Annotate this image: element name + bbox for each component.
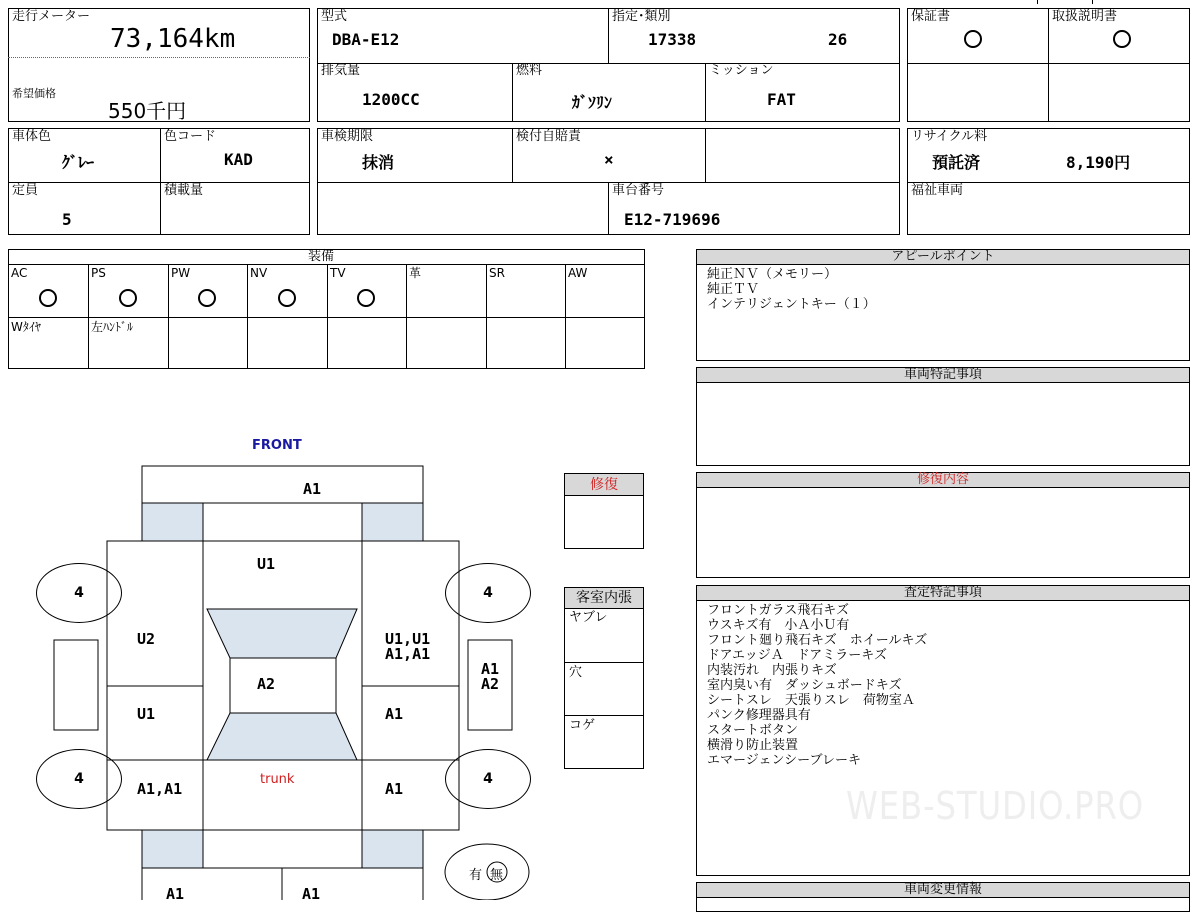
insurance-label: 検付自賠責 bbox=[516, 129, 582, 144]
interior-item-tear: ヤブレ bbox=[569, 610, 608, 625]
watermark: WEB-STUDIO.PRO bbox=[846, 784, 1145, 828]
interior-title: 客室内張 bbox=[565, 588, 643, 609]
doc-vline bbox=[1048, 8, 1049, 122]
assessment-line: ドアエッジＡ ドアミラーキズ bbox=[707, 648, 888, 663]
chassis-label: 車台番号 bbox=[612, 183, 665, 198]
repair-details-panel bbox=[696, 472, 1190, 578]
inspection-vline-3 bbox=[705, 128, 706, 182]
assessment-line: スタートボタン bbox=[707, 723, 799, 738]
mark-roof: A2 bbox=[257, 675, 276, 693]
assessment-line: 内装汚れ 内張りキズ bbox=[707, 663, 837, 678]
fuel-value: ｶﾞｿﾘﾝ bbox=[572, 93, 613, 112]
repair-details-title: 修復内容 bbox=[697, 473, 1189, 488]
assessment-line: シートスレ 天張りスレ 荷物室Ａ bbox=[707, 693, 915, 708]
designation-label: 指定･類別 bbox=[612, 9, 671, 24]
tire-front-left: 4 bbox=[36, 563, 122, 623]
tire-rear-right: 4 bbox=[445, 749, 531, 809]
special-notes-title: 車両特記事項 bbox=[697, 368, 1189, 383]
panel-shade-rear-right bbox=[362, 830, 423, 868]
displacement-label: 排気量 bbox=[321, 63, 361, 78]
equip-ac-label: AC bbox=[11, 266, 28, 280]
repair-title: 修復 bbox=[565, 474, 643, 496]
inspection-label: 車検期限 bbox=[321, 129, 374, 144]
assessment-line: エマージェンシーブレーキ bbox=[707, 753, 861, 768]
equip-nv-label: NV bbox=[250, 266, 268, 280]
equip-sr-label: SR bbox=[489, 266, 505, 280]
equip-pw-label: PW bbox=[171, 266, 191, 280]
recycle-status: 預託済 bbox=[932, 153, 981, 172]
transmission-label: ミッション bbox=[709, 63, 774, 78]
welfare-label: 福祉車両 bbox=[911, 183, 964, 198]
equip-aw-label: AW bbox=[568, 266, 588, 280]
interior-item-burn: コゲ bbox=[569, 718, 596, 733]
price-label: 希望価格 bbox=[12, 87, 56, 100]
tire-front-right: 4 bbox=[445, 563, 531, 623]
mark-left-front-door: U2 bbox=[137, 630, 156, 648]
top-border-stub-2 bbox=[1092, 0, 1093, 4]
equip-left-handle-label: 左ﾊﾝﾄﾞﾙ bbox=[91, 320, 134, 334]
special-notes-panel bbox=[696, 367, 1190, 466]
load-label: 積載量 bbox=[164, 183, 204, 198]
doc-hline bbox=[907, 63, 1190, 64]
insurance-value: × bbox=[604, 150, 614, 169]
equip-w-tire-label: Wﾀｲﾔ bbox=[11, 320, 41, 334]
designation-value-1: 17338 bbox=[648, 30, 697, 49]
mark-right-front-door-2: A1,A1 bbox=[385, 645, 431, 663]
warranty-label: 保証書 bbox=[911, 9, 951, 24]
capacity-label: 定員 bbox=[12, 183, 39, 198]
chassis-value: E12-719696 bbox=[624, 210, 721, 229]
mark-right-rear-fender: A1 bbox=[385, 780, 404, 798]
odometer-value: 73,164km bbox=[110, 24, 236, 54]
mark-left-rear-fender: A1,A1 bbox=[137, 780, 183, 798]
mark-front-bumper: A1 bbox=[303, 480, 322, 498]
interior-item-hole: 穴 bbox=[569, 665, 583, 680]
appeal-line: 純正ＴＶ bbox=[707, 282, 760, 297]
tire-rear-left: 4 bbox=[36, 749, 122, 809]
front-bumper-outline bbox=[142, 466, 423, 503]
body-color-value: ｸﾞﾚｰ bbox=[62, 153, 95, 172]
color-code-value: KAD bbox=[224, 150, 253, 169]
designation-value-2: 26 bbox=[828, 30, 848, 49]
capacity-value: 5 bbox=[62, 210, 72, 229]
panel-shade-front-right bbox=[362, 503, 423, 541]
rear-window bbox=[207, 713, 357, 760]
odometer-label: 走行メーター bbox=[12, 9, 91, 24]
trunk-label: trunk bbox=[260, 772, 295, 787]
appeal-title: アピールポイント bbox=[697, 250, 1189, 265]
body-color-label: 車体色 bbox=[12, 129, 52, 144]
manual-circle-mark bbox=[1113, 30, 1131, 48]
assessment-title: 査定特記事項 bbox=[697, 586, 1189, 601]
appeal-line: 純正ＮＶ（メモリー） bbox=[707, 267, 838, 282]
assessment-line: フロントガラス飛石キズ bbox=[707, 603, 849, 618]
panel-shade-front-left bbox=[142, 503, 203, 541]
mark-hood: U1 bbox=[257, 555, 276, 573]
equipment-title: 装備 bbox=[308, 249, 335, 264]
spare-no-label: 無 bbox=[490, 868, 504, 883]
appeal-panel bbox=[696, 249, 1190, 361]
fuel-label: 燃料 bbox=[516, 63, 543, 78]
recycle-amount: 8,190円 bbox=[1066, 153, 1131, 172]
color-code-label: 色コード bbox=[164, 129, 217, 144]
inspection-value: 抹消 bbox=[362, 153, 395, 172]
mark-right-side-1: A1 bbox=[481, 660, 500, 678]
transmission-value: FAT bbox=[767, 90, 796, 109]
recycle-label: リサイクル料 bbox=[911, 129, 988, 144]
mark-right-rear-door: A1 bbox=[385, 705, 404, 723]
equip-ps-label: PS bbox=[91, 266, 106, 280]
spare-yes-label: 有 bbox=[469, 868, 483, 883]
equip-leather-label: 革 bbox=[409, 266, 422, 280]
appeal-line: インテリジェントキー（１） bbox=[707, 297, 876, 312]
assessment-panel bbox=[696, 585, 1190, 876]
roof-outline bbox=[230, 658, 336, 713]
manual-label: 取扱説明書 bbox=[1052, 9, 1118, 24]
front-label: FRONT bbox=[252, 438, 302, 453]
price-value: 550千円 bbox=[108, 99, 187, 123]
mark-right-side-2: A2 bbox=[481, 675, 500, 693]
top-border-stub bbox=[1037, 0, 1038, 4]
windshield bbox=[207, 609, 357, 658]
spec-vline-3 bbox=[705, 63, 706, 122]
equip-tv-label: TV bbox=[330, 266, 346, 280]
assessment-line: ウスキズ有 小Ａ小Ｕ有 bbox=[707, 618, 850, 633]
displacement-value: 1200CC bbox=[362, 90, 420, 109]
mark-rear-right: A1 bbox=[302, 885, 321, 903]
model-label: 型式 bbox=[321, 9, 348, 24]
change-info-title: 車両変更情報 bbox=[697, 883, 1189, 898]
warranty-circle-mark bbox=[964, 30, 982, 48]
assessment-line: 横滑り防止装置 bbox=[707, 738, 799, 753]
panel-shade-rear-left bbox=[142, 830, 203, 868]
mark-right-front-door-1: U1,U1 bbox=[385, 630, 431, 648]
mark-rear-left: A1 bbox=[166, 885, 185, 903]
left-side-panel bbox=[54, 640, 98, 730]
model-value: DBA-E12 bbox=[332, 30, 400, 49]
assessment-line: 室内臭い有 ダッシュボードキズ bbox=[707, 678, 902, 693]
assessment-line: パンク修理器具有 bbox=[707, 708, 811, 723]
assessment-line: フロント廻り飛石キズ ホイールキズ bbox=[707, 633, 928, 648]
change-info-panel bbox=[696, 882, 1190, 912]
mark-left-rear-door: U1 bbox=[137, 705, 156, 723]
